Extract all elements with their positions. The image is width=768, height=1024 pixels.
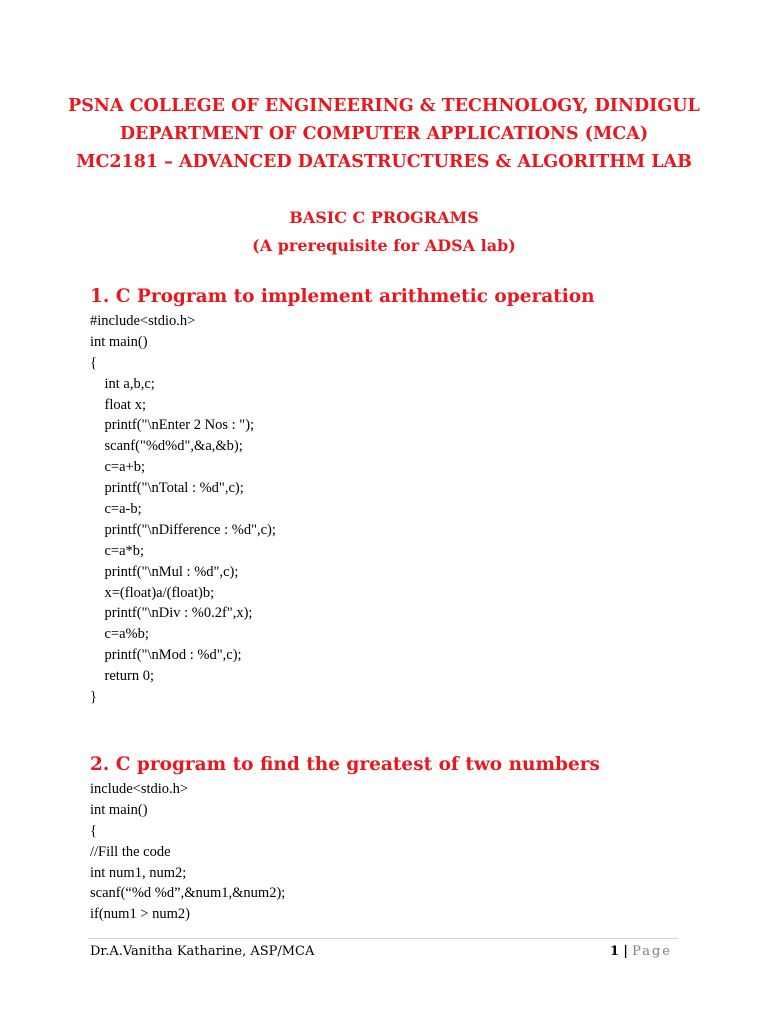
code-line: c=a%b; (90, 626, 149, 643)
footer-divider (88, 938, 678, 939)
code-line: //Fill the code (90, 843, 171, 860)
document-header (0, 92, 768, 176)
code-line: { (90, 822, 97, 839)
subheading-note: (A prerequisite for ADSA lab) (252, 236, 516, 255)
subheading (0, 204, 768, 260)
footer-author: Dr.A.Vanitha Katharine, ASP/MCA (90, 944, 315, 959)
code-line: return 0; (90, 668, 155, 685)
page-label: Page (632, 944, 672, 959)
code-line: printf("\nEnter 2 Nos : "); (90, 417, 255, 434)
code-line: float x; (90, 396, 146, 413)
code-line: { (90, 354, 97, 371)
section-2-code (90, 779, 285, 925)
code-line: c=a*b; (90, 542, 145, 559)
college-name: PSNA COLLEGE OF ENGINEERING & TECHNOLOGY, DINDIGUL (68, 96, 700, 116)
code-line: int num1, num2; (90, 864, 187, 881)
code-line: int main() (90, 333, 148, 350)
code-line: c=a+b; (90, 459, 146, 476)
subheading-title: BASIC C PROGRAMS (289, 208, 479, 227)
code-line: if(num1 > num2) (90, 906, 190, 923)
code-line: scanf("%d%d",&a,&b); (90, 438, 243, 455)
code-line: int main() (90, 801, 148, 818)
code-line: } (90, 689, 97, 706)
code-line: x=(float)a/(float)b; (90, 584, 215, 601)
code-line: int a,b,c; (90, 375, 155, 392)
code-line: include<stdio.h> (90, 781, 189, 797)
code-line: c=a-b; (90, 501, 142, 518)
page-number: 1 (610, 944, 620, 959)
section-1-title: 1. C Program to implement arithmetic operation (90, 286, 595, 307)
code-line: printf("\nMod : %d",c); (90, 647, 242, 664)
code-line: printf("\nDifference : %d",c); (90, 521, 276, 538)
code-line: scanf(“%d %d”,&num1,&num2); (90, 885, 286, 902)
code-line: #include<stdio.h> (90, 313, 196, 329)
code-line: printf("\nDiv : %0.2f",x); (90, 605, 253, 622)
page-indicator (610, 944, 672, 960)
section-1-code (90, 311, 276, 708)
code-line: printf("\nTotal : %d",c); (90, 480, 244, 497)
page-separator: | (623, 944, 628, 959)
department-name: DEPARTMENT OF COMPUTER APPLICATIONS (MCA) (119, 124, 649, 144)
code-line: printf("\nMul : %d",c); (90, 563, 239, 580)
course-title: MC2181 – ADVANCED DATASTRUCTURES & ALGORITHM LAB (76, 152, 692, 172)
section-2-title: 2. C program to find the greatest of two numbers (90, 754, 600, 775)
